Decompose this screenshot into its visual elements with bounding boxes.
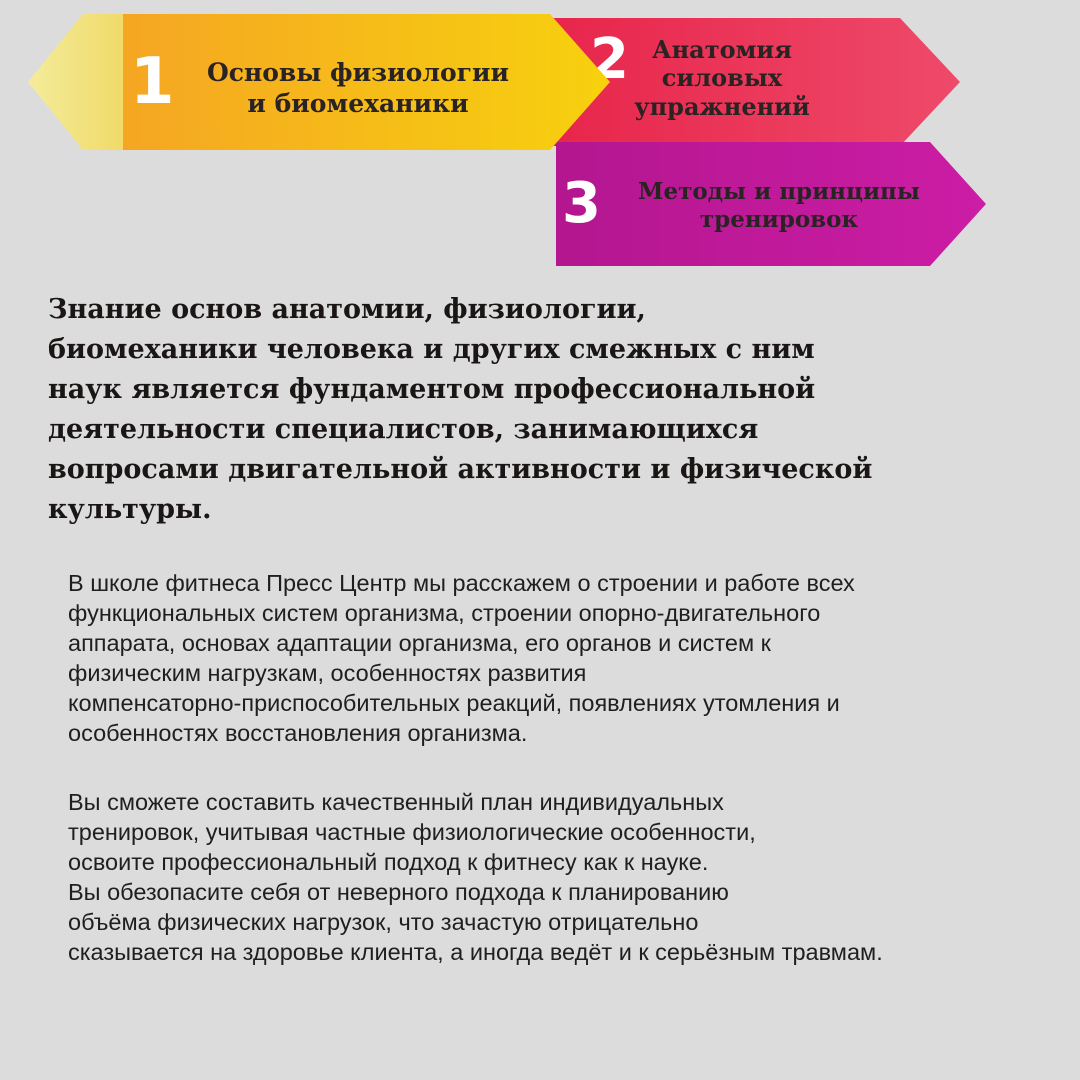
banner-3 — [548, 142, 986, 266]
paragraph-line: Вы сможете составить качественный план индивидуальных — [68, 789, 724, 815]
paragraph-line: функциональных систем организма, строении опорно-двигательного — [68, 600, 821, 626]
paragraph-line: тренировок, учитывая частные физиологические особенности, — [68, 819, 756, 845]
lead-line: деятельности специалистов, занимающихся — [48, 414, 759, 445]
banner-3-title-line: Методы и принципы — [638, 178, 920, 205]
banner-1-title-line: и биомеханики — [247, 88, 469, 118]
banner-3-number: 3 — [562, 171, 601, 236]
banner-2-title-line: Анатомия — [652, 35, 792, 64]
paragraph-safety — [68, 877, 1028, 967]
paragraph-line: компенсаторно-приспособительных реакций, появлениях утомления и — [68, 690, 840, 716]
paragraph-line: сказывается на здоровье клиента, а иногда ведёт и к серьёзным травмам. — [68, 939, 883, 965]
banner-1-title-line: Основы физиологии — [206, 58, 510, 87]
banner-1 — [28, 14, 610, 150]
lead-line: вопросами двигательной активности и физической — [48, 454, 873, 485]
lead-text — [48, 290, 1048, 530]
lead-line: Знание основ анатомии, физиологии, — [48, 294, 646, 325]
paragraph-school — [68, 568, 1028, 748]
paragraph-line: особенностях восстановления организма. — [68, 720, 528, 746]
lead-line: культуры. — [48, 494, 212, 525]
paragraph-line: физическим нагрузкам, особенностях развития — [68, 660, 587, 686]
lead-line: наук является фундаментом профессиональной — [48, 374, 816, 405]
paragraph-line: освоите профессиональный подход к фитнесу как к науке. — [68, 849, 709, 875]
banner-2-title-line: упражнений — [634, 91, 810, 121]
banner-2-title — [602, 36, 842, 121]
banner-2-title-line: силовых — [661, 63, 783, 93]
banner-1-number: 1 — [130, 45, 175, 119]
banner-group — [0, 0, 1080, 270]
paragraph-line: В школе фитнеса Пресс Центр мы расскажем о строении и работе всех — [68, 570, 855, 596]
banner-3-title — [614, 178, 944, 234]
paragraph-plan — [68, 787, 1028, 877]
banner-1-title — [178, 58, 538, 119]
paragraph-line: аппарата, основах адаптации организма, его органов и систем к — [68, 630, 771, 656]
lead-line: биомеханики человека и других смежных с ним — [48, 334, 815, 365]
paragraph-line: Вы обезопасите себя от неверного подхода к планированию — [68, 879, 729, 905]
banner-3-title-line: тренировок — [699, 206, 859, 234]
paragraph-line: объёма физических нагрузок, что зачастую отрицательно — [68, 909, 699, 935]
banner-2-number: 2 — [590, 27, 629, 92]
